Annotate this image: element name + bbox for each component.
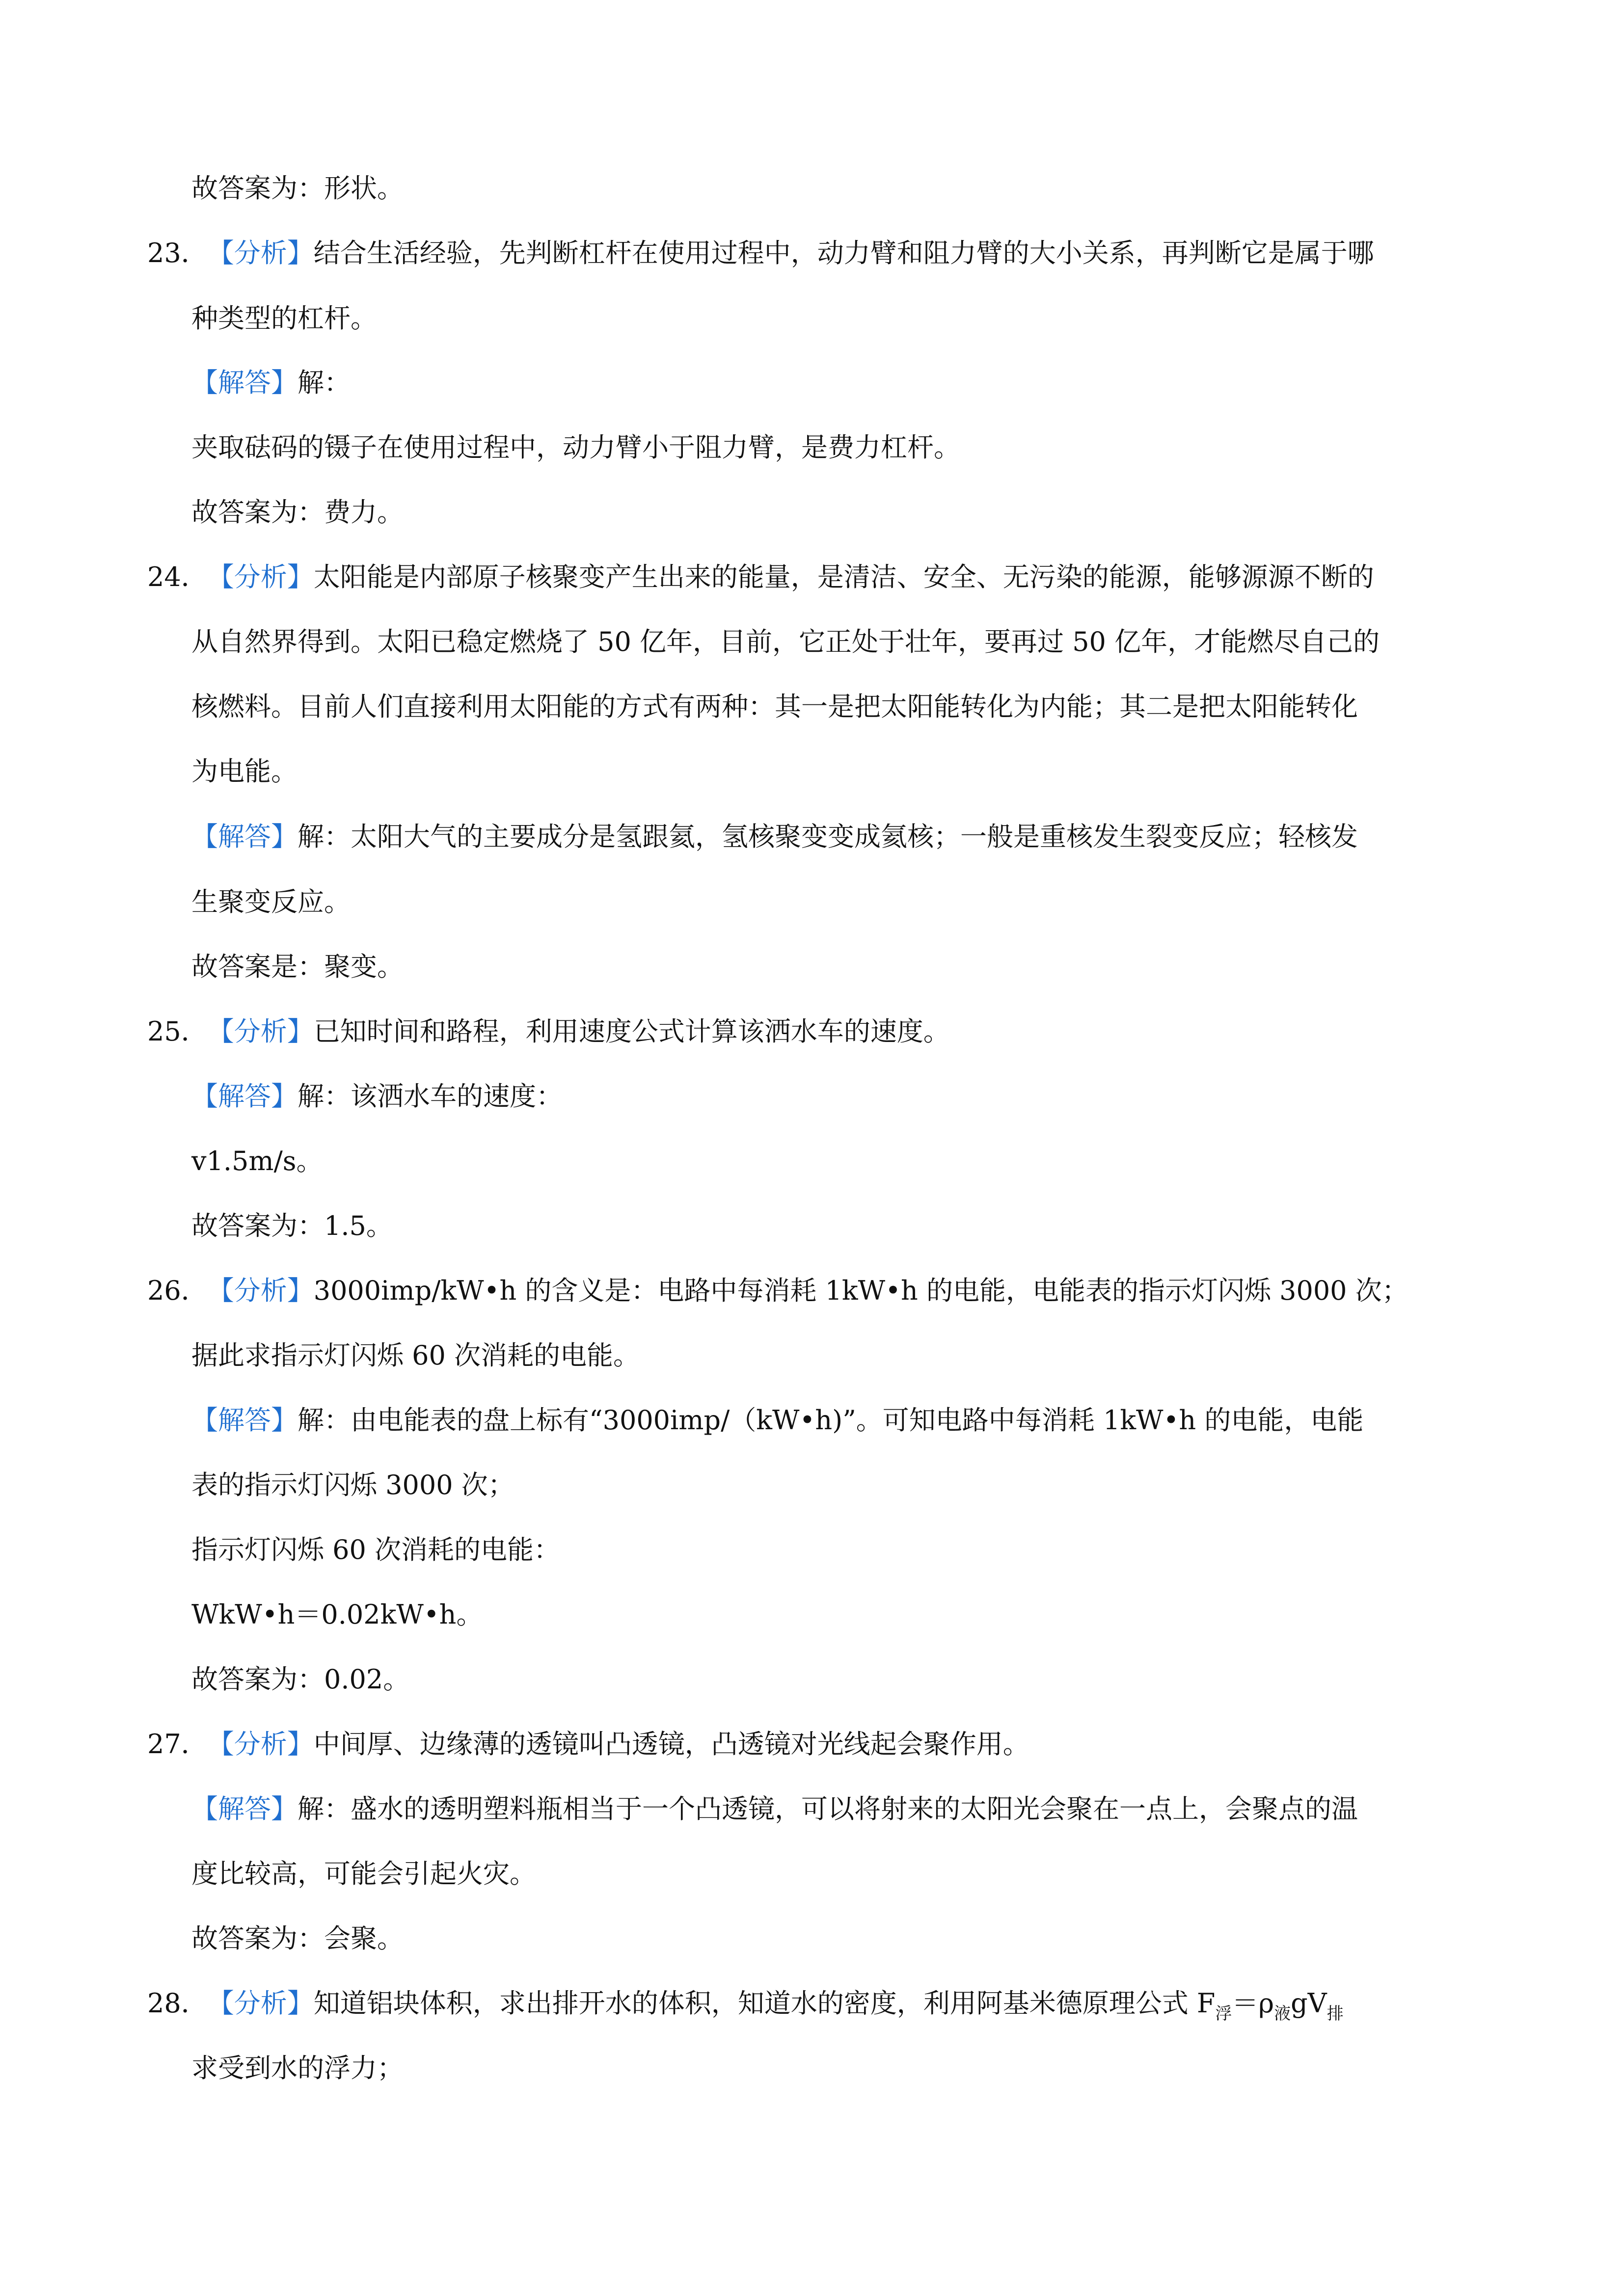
question-25-solution — [191, 1074, 563, 1119]
question-number: 27． — [147, 1729, 208, 1760]
question-23-solution — [191, 361, 351, 405]
question-23-analysis — [147, 231, 1374, 275]
question-27-solution — [191, 1787, 1358, 1831]
analysis-text-cont: 核燃料。目前人们直接利用太阳能的方式有两种：其一是把太阳能转化为内能；其二是把太阳能转化 — [191, 691, 1358, 722]
solution-tag: 【解答】 — [191, 1081, 298, 1112]
question-number: 24． — [147, 561, 208, 592]
solution-line: 夹取砝码的镊子在使用过程中，动力臂小于阻力臂，是费力杠杆。 — [191, 432, 960, 463]
question-27-analysis — [147, 1722, 1029, 1766]
question-28-analysis — [147, 1981, 1344, 2026]
question-26-solution — [191, 1398, 1363, 1442]
subscript-liquid: 液 — [1274, 2004, 1291, 2024]
solution-text-cont: 度比较高，可能会引起火灾。 — [191, 1858, 536, 1889]
formula-part: gV — [1291, 1988, 1327, 2019]
formula-part: ＝ρ — [1232, 1988, 1274, 2019]
question-24-analysis — [147, 555, 1374, 599]
question-number: 23． — [147, 238, 208, 268]
formula-line: v1.5m/s。 — [191, 1146, 323, 1176]
solution-text: 解： — [298, 367, 351, 398]
analysis-text-cont: 据此求指示灯闪烁 60 次消耗的电能。 — [191, 1340, 640, 1371]
analysis-tag: 【分析】 — [207, 1016, 314, 1047]
question-number: 26． — [147, 1275, 208, 1306]
solution-line: 指示灯闪烁 60 次消耗的电能： — [191, 1534, 561, 1565]
analysis-text-cont: 种类型的杠杆。 — [191, 303, 377, 334]
solution-tag: 【解答】 — [191, 1405, 298, 1436]
answer-line: 故答案为：1.5。 — [191, 1210, 393, 1241]
question-number: 25． — [147, 1016, 208, 1047]
analysis-text-cont: 求受到水的浮力； — [191, 2053, 404, 2083]
analysis-tag: 【分析】 — [207, 1988, 314, 2019]
analysis-tag: 【分析】 — [207, 1729, 314, 1760]
answer-line: 故答案为：费力。 — [191, 497, 404, 528]
question-25-analysis — [147, 1010, 950, 1054]
solution-text: 解：太阳大气的主要成分是氢跟氦，氢核聚变变成氦核；一般是重核发生裂变反应；轻核发 — [298, 821, 1358, 852]
solution-tag: 【解答】 — [191, 821, 298, 852]
subscript-displaced: 排 — [1326, 2004, 1344, 2024]
solution-text: 解：由电能表的盘上标有“3000imp/（kW•h)”。可知电路中每消耗 1kW•h 的电能，电能 — [298, 1405, 1364, 1436]
analysis-text-cont: 从自然界得到。太阳已稳定燃烧了 50 亿年，目前，它正处于壮年，要再过 50 亿年，才能燃尽自己的 — [191, 626, 1380, 657]
analysis-text: 中间厚、边缘薄的透镜叫凸透镜，凸透镜对光线起会聚作用。 — [313, 1729, 1029, 1760]
analysis-text-cont: 为电能。 — [191, 756, 298, 787]
analysis-tag: 【分析】 — [207, 238, 314, 268]
solution-text: 解：该洒水车的速度： — [298, 1081, 563, 1112]
answer-line: 故答案为：0.02。 — [191, 1664, 410, 1695]
answer-line: 故答案为：形状。 — [191, 173, 404, 204]
answer-line: 故答案为：会聚。 — [191, 1923, 404, 1954]
analysis-text: 太阳能是内部原子核聚变产生出来的能量，是清洁、安全、无污染的能源，能够源源不断的 — [313, 561, 1374, 592]
solution-text-cont: 生聚变反应。 — [191, 886, 351, 917]
question-24-solution — [191, 815, 1358, 859]
analysis-tag: 【分析】 — [207, 561, 314, 592]
analysis-text: 结合生活经验，先判断杠杆在使用过程中，动力臂和阻力臂的大小关系，再判断它是属于哪 — [313, 238, 1374, 268]
subscript-float: 浮 — [1215, 2004, 1232, 2024]
solution-tag: 【解答】 — [191, 1793, 298, 1824]
solution-tag: 【解答】 — [191, 367, 298, 398]
answer-line: 故答案是：聚变。 — [191, 951, 404, 982]
analysis-text: 3000imp/kW•h 的含义是：电路中每消耗 1kW•h 的电能，电能表的指示灯闪烁 3000 次； — [313, 1275, 1408, 1306]
analysis-text: 已知时间和路程，利用速度公式计算该洒水车的速度。 — [313, 1016, 950, 1047]
analysis-tag: 【分析】 — [207, 1275, 314, 1306]
solution-text-cont: 表的指示灯闪烁 3000 次； — [191, 1469, 514, 1500]
question-26-analysis — [147, 1269, 1408, 1313]
question-number: 28． — [147, 1988, 208, 2019]
solution-text: 解：盛水的透明塑料瓶相当于一个凸透镜，可以将射来的太阳光会聚在一点上，会聚点的温 — [298, 1793, 1358, 1824]
formula-line: WkW•h＝0.02kW•h。 — [191, 1599, 483, 1630]
analysis-text: 知道铝块体积，求出排开水的体积，知道水的密度，利用阿基米德原理公式 F — [313, 1988, 1216, 2019]
